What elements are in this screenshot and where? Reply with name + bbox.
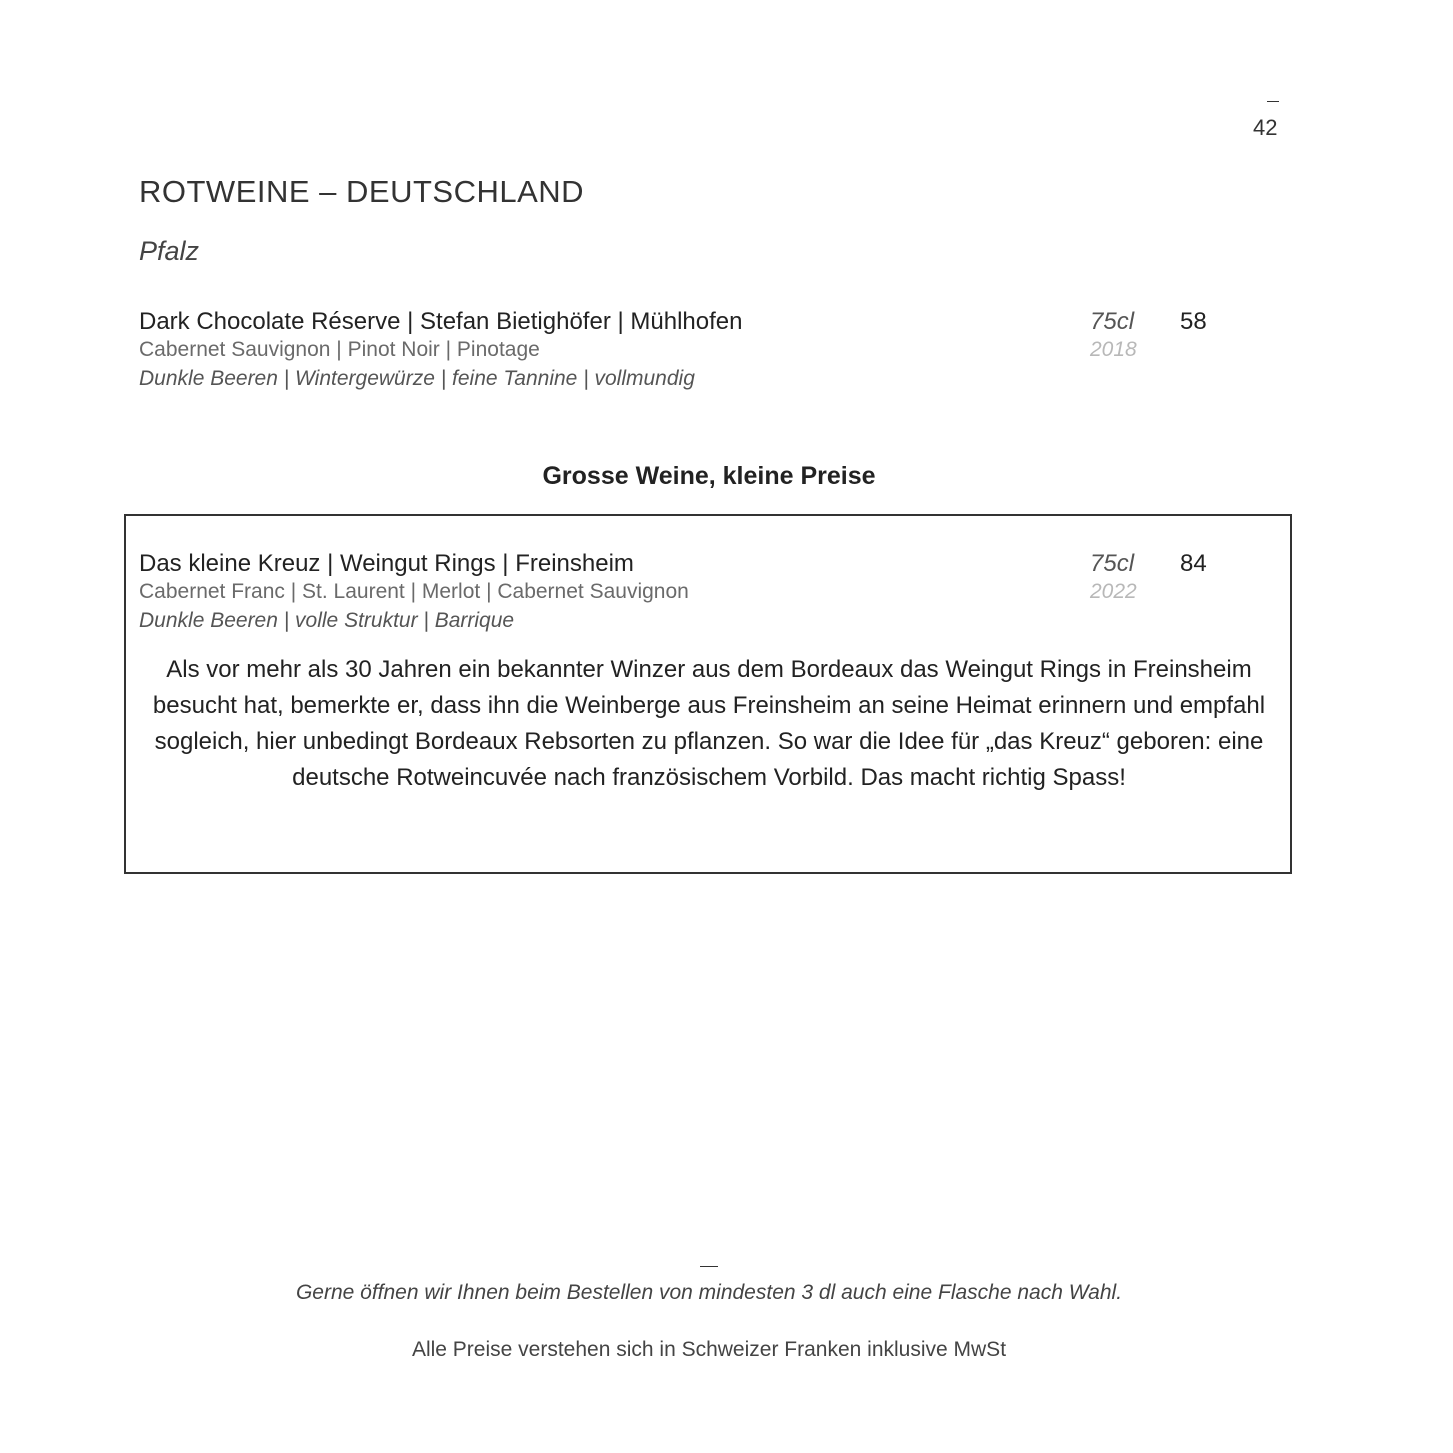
wine-volume: 75cl: [1090, 550, 1135, 577]
wine-name: Dark Chocolate Réserve | Stefan Bietighöfer | Mühlhofen: [139, 308, 743, 335]
wine-price: 58: [1180, 308, 1207, 335]
wine-tasting-notes: Dunkle Beeren | volle Struktur | Barrique: [139, 609, 515, 632]
wine-grapes: Cabernet Franc | St. Laurent | Merlot | Cabernet Sauvignon: [139, 580, 689, 603]
footer-price-notice: Alle Preise verstehen sich in Schweizer Franken inklusive MwSt: [411, 1338, 1007, 1361]
wine-grapes: Cabernet Sauvignon | Pinot Noir | Pinotage: [139, 338, 540, 361]
promo-story: Als vor mehr als 30 Jahren ein bekannter Winzer aus dem Bordeaux das Weingut Rings in Freinsheim besucht hat, bemerkte er, dass ihn die Weinberge aus Freinsheim an seine Heimat erinnern und empfahl sogleich, hier unbedingt Bordeaux Rebsorten zu pflanzen. So war die Idee für „das Kreuz“ geboren: eine deutsche Rotweincuvée nach französischem Vorbild. Das macht richtig Spass!: [152, 656, 1266, 791]
wine-volume: 75cl: [1090, 308, 1135, 335]
wine-name: Das kleine Kreuz | Weingut Rings | Freinsheim: [139, 550, 634, 577]
wine-tasting-notes: Dunkle Beeren | Wintergewürze | feine Tannine | vollmundig: [139, 367, 695, 390]
footer-note: Gerne öffnen wir Ihnen beim Bestellen von mindesten 3 dl auch eine Flasche nach Wahl.: [295, 1281, 1123, 1304]
promo-title: Grosse Weine, kleine Preise: [542, 462, 876, 490]
wine-vintage: 2018: [1090, 338, 1137, 361]
footer-dash: [700, 1266, 718, 1267]
page-number-dash: [1267, 101, 1279, 102]
section-title: ROTWEINE – DEUTSCHLAND: [139, 174, 585, 209]
page-number: 42: [1253, 115, 1278, 140]
region-heading: Pfalz: [139, 236, 200, 266]
wine-price: 84: [1180, 550, 1207, 577]
wine-vintage: 2022: [1090, 580, 1137, 603]
